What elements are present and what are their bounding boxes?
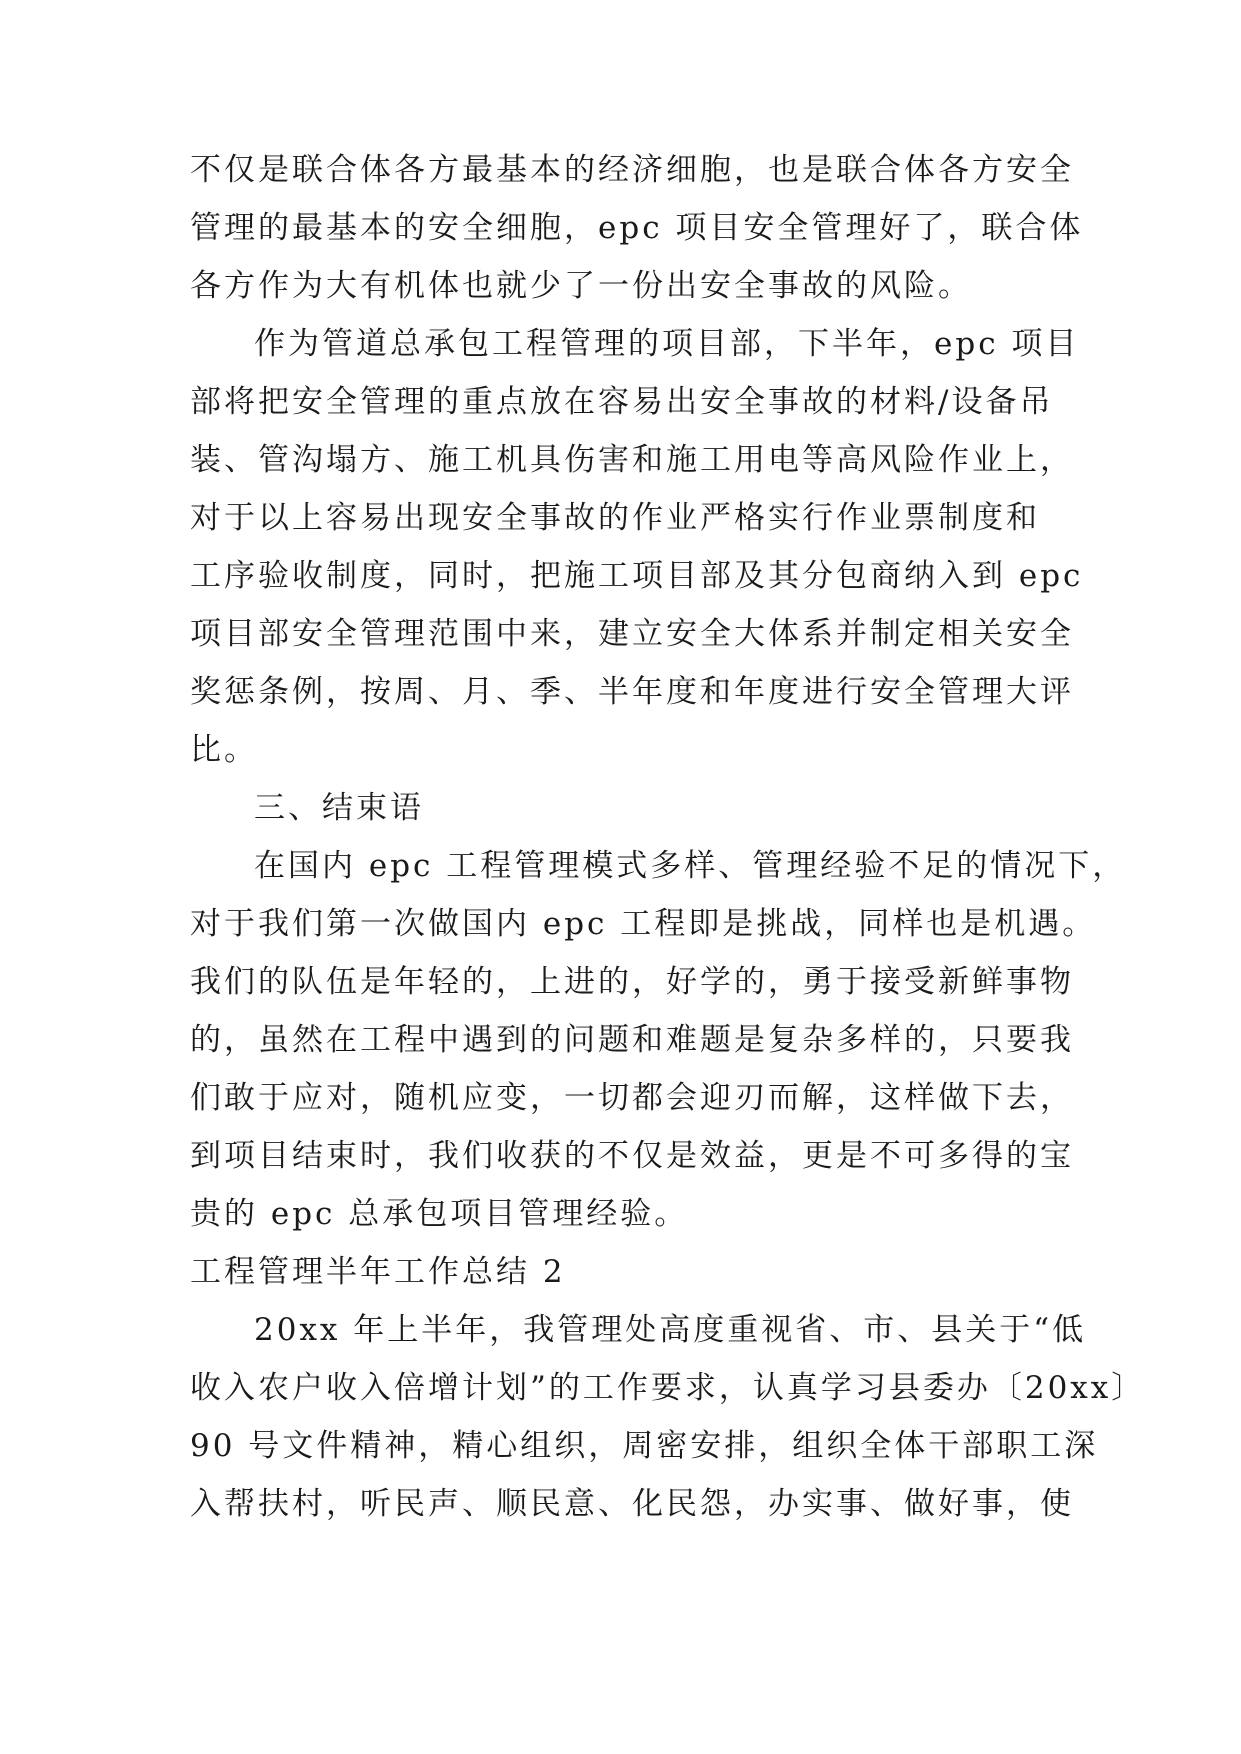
paragraph-line: 工序验收制度，同时，把施工项目部及其分包商纳入到 epc [190, 558, 1084, 594]
paragraph-line: 到项目结束时，我们收获的不仅是效益，更是不可多得的宝 [190, 1138, 1074, 1174]
section-heading: 三、结束语 [254, 790, 424, 826]
paragraph-line: 入帮扶村，听民声、顺民意、化民怨，办实事、做好事，使 [190, 1486, 1074, 1522]
paragraph-line: 收入农户收入倍增计划”的工作要求，认真学习县委办〔20xx〕 [190, 1370, 1146, 1406]
paragraph-line: 的，虽然在工程中遇到的问题和难题是复杂多样的，只要我 [190, 1022, 1074, 1058]
paragraph-line: 项目部安全管理范围中来，建立安全大体系并制定相关安全 [190, 616, 1074, 652]
paragraph-line: 我们的队伍是年轻的，上进的，好学的，勇于接受新鲜事物 [190, 964, 1074, 1000]
paragraph-line: 奖惩条例，按周、月、季、半年度和年度进行安全管理大评 [190, 674, 1074, 710]
paragraph-line: 作为管道总承包工程管理的项目部，下半年，epc 项目 [254, 326, 1080, 362]
paragraph-line: 部将把安全管理的重点放在容易出安全事故的材料/设备吊 [190, 384, 1054, 420]
paragraph-line: 们敢于应对，随机应变，一切都会迎刃而解，这样做下去， [190, 1080, 1074, 1116]
paragraph-line: 不仅是联合体各方最基本的经济细胞，也是联合体各方安全 [190, 152, 1074, 188]
paragraph-line: 贵的 epc 总承包项目管理经验。 [190, 1196, 689, 1232]
paragraph-line: 在国内 epc 工程管理模式多样、管理经验不足的情况下， [254, 848, 1127, 884]
paragraph-line: 管理的最基本的安全细胞，epc 项目安全管理好了，联合体 [190, 210, 1084, 246]
paragraph-line: 比。 [190, 732, 258, 768]
document-subtitle: 工程管理半年工作总结 2 [190, 1254, 566, 1290]
paragraph-line: 装、管沟塌方、施工机具伤害和施工用电等高风险作业上， [190, 442, 1074, 478]
paragraph-line: 各方作为大有机体也就少了一份出安全事故的风险。 [190, 268, 972, 304]
paragraph-line: 对于我们第一次做国内 epc 工程即是挑战，同样也是机遇。 [190, 906, 1097, 942]
paragraph-line: 90 号文件精神，精心组织，周密安排，组织全体干部职工深 [190, 1428, 1099, 1464]
paragraph-line: 20xx 年上半年，我管理处高度重视省、市、县关于“低 [254, 1312, 1087, 1348]
paragraph-line: 对于以上容易出现安全事故的作业严格实行作业票制度和 [190, 500, 1040, 536]
